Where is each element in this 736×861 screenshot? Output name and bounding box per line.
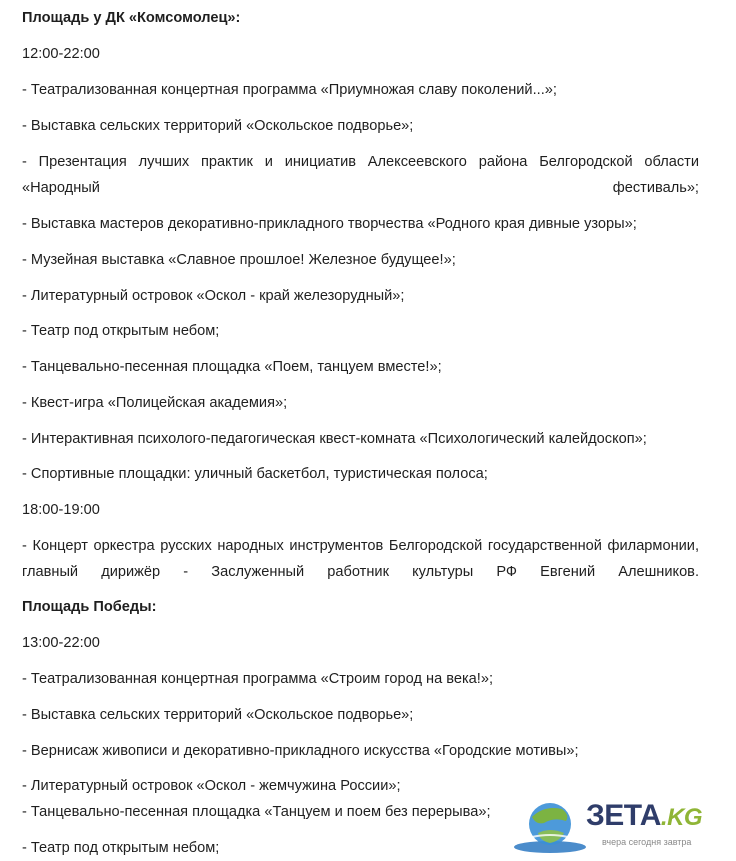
section-heading-komsomolets: Площадь у ДК «Комсомолец»:	[22, 10, 241, 26]
time-range: 18:00-19:00	[22, 502, 100, 518]
list-item: - Выставка мастеров декоративно-прикладного творчества «Родного края дивные узоры»;	[22, 216, 637, 232]
section-heading-pobedy: Площадь Победы:	[22, 599, 157, 615]
list-item: - Литературный островок «Оскол - жемчужина России»;	[22, 778, 401, 794]
list-item: - Спортивные площадки: уличный баскетбол, туристическая полоса;	[22, 466, 488, 482]
list-item: - Литературный островок «Оскол - край железорудный»;	[22, 288, 405, 304]
watermark-tagline: вчера сегодня завтра	[602, 837, 692, 847]
list-item: - Выставка сельских территорий «Оскольское подворье»;	[22, 118, 414, 134]
time-range: 12:00-22:00	[22, 46, 100, 62]
time-range: 13:00-22:00	[22, 635, 100, 651]
list-item: - Музейная выставка «Славное прошлое! Железное будущее!»;	[22, 252, 456, 268]
list-item: - Театр под открытым небом;	[22, 840, 220, 856]
list-item: - Презентация лучших практик и инициатив Алексеевского района Белгородской области «Народный фестиваль»;	[22, 154, 699, 196]
list-item: - Театрализованная концертная программа «Приумножая славу поколений...»;	[22, 82, 557, 98]
site-watermark	[510, 797, 732, 857]
watermark-brand: ЗЕТА.KG	[586, 799, 703, 832]
list-item: - Театрализованная концертная программа «Строим город на века!»;	[22, 671, 494, 687]
list-item: - Танцевально-песенная площадка «Танцуем и поем без перерыва»;	[22, 804, 491, 820]
list-item: - Квест-игра «Полицейская академия»;	[22, 395, 288, 411]
list-item: - Театр под открытым небом;	[22, 323, 220, 339]
list-item: - Выставка сельских территорий «Оскольское подворье»;	[22, 707, 414, 723]
list-item: - Танцевально-песенная площадка «Поем, танцуем вместе!»;	[22, 359, 442, 375]
list-item: - Интерактивная психолого-педагогическая квест-комната «Психологический калейдоскоп»;	[22, 431, 647, 447]
globe-logo-icon	[510, 797, 590, 857]
list-item: - Вернисаж живописи и декоративно-прикладного искусства «Городские мотивы»;	[22, 743, 579, 759]
list-item: - Концерт оркестра русских народных инструментов Белгородской государственной филармонии, главный дирижёр - Заслуженный работник культуры РФ Евгений Алешников.	[22, 538, 699, 580]
